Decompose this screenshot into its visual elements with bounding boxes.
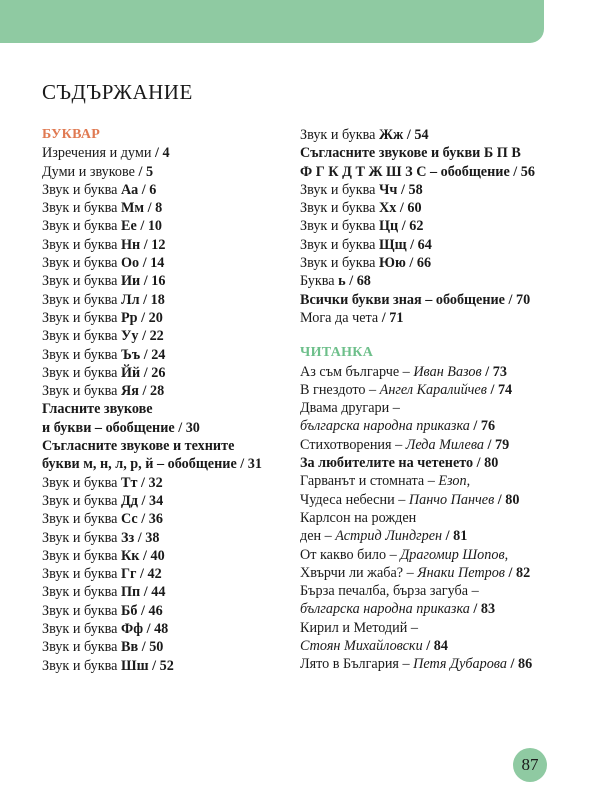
toc-entry[interactable]: букви м, н, л, р, й – обобщение / 31 — [42, 456, 262, 473]
entry-text: Звук и буква — [42, 291, 122, 308]
entry-letter: Рр — [121, 309, 138, 326]
toc-entry[interactable]: Звук и буква Зз / 38 — [42, 529, 160, 546]
entry-page: 46 — [148, 602, 163, 619]
entry-text: Звук и буква — [42, 602, 122, 619]
toc-entry[interactable]: Ф Г К Д Т Ж Ш З С – обобщение / 56 — [300, 163, 535, 180]
toc-entry[interactable]: Съгласните звукове и букви Б П В — [300, 145, 521, 162]
section-title-chitanka: ЧИТАНКА — [300, 345, 374, 361]
toc-entry[interactable]: Думи и звукове / 5 — [42, 163, 154, 180]
entry-letter: ь — [338, 273, 346, 290]
toc-entry[interactable]: Звук и буква Жж / 54 — [300, 127, 429, 143]
entry-letter: Йй — [121, 364, 141, 381]
toc-entry[interactable]: Стихотворения – Леда Милева / 79 — [300, 436, 510, 453]
entry-page: 38 — [145, 529, 160, 546]
toc-entry[interactable]: българска народна приказка / 76 — [300, 418, 496, 435]
entry-text: Звук и буква — [42, 328, 122, 345]
entry-page: 18 — [150, 291, 165, 308]
page-number-badge: 87 — [513, 748, 547, 782]
entry-page: 14 — [150, 255, 165, 272]
toc-entry[interactable]: Звук и буква Щщ / 64 — [300, 236, 432, 253]
entry-page: 34 — [149, 492, 164, 509]
entry-page: 40 — [150, 547, 165, 564]
entry-text: Буква — [300, 273, 339, 290]
toc-entry[interactable]: Съгласните звукове и техните — [42, 438, 235, 455]
toc-entry[interactable]: Кирил и Методий – — [300, 619, 418, 636]
toc-entry[interactable]: Изречения и думи / 4 — [42, 145, 170, 162]
toc-entry[interactable]: Звук и буква Бб / 46 — [42, 602, 163, 619]
entry-text: Думи и звукове — [42, 163, 135, 180]
entry-page: 60 — [407, 200, 422, 217]
toc-entry[interactable]: Звук и буква Йй / 26 — [42, 364, 166, 381]
entry-text: Звук и буква — [42, 639, 122, 656]
toc-entry[interactable]: Гарванът и стомната – Езоп, — [300, 473, 471, 490]
entry-text: Звук и буква — [42, 547, 122, 564]
entry-letter: Ее — [121, 218, 137, 235]
entry-page: 58 — [408, 181, 423, 198]
toc-left-column — [42, 126, 292, 675]
toc-entry[interactable]: Всички букви зная – обобщение / 70 — [300, 291, 531, 308]
entry-page: 22 — [149, 328, 164, 345]
toc-entry[interactable]: За любителите на четенето / 80 — [300, 455, 499, 472]
entry-text: Звук и буква — [42, 273, 122, 290]
toc-list-bukvar-2 — [42, 474, 292, 675]
entry-page: 48 — [154, 621, 169, 638]
toc-right-column — [300, 126, 562, 674]
entry-letter: Сс — [121, 511, 138, 528]
toc-list-bukvar — [42, 144, 292, 400]
toc-entry[interactable]: Мога да чета / 71 — [300, 309, 404, 326]
header-band — [0, 0, 544, 43]
page-title: СЪДЪРЖАНИЕ — [42, 80, 193, 104]
toc-entry[interactable]: Звук и буква Шш / 52 — [42, 657, 174, 674]
toc-entry[interactable]: и букви – обобщение / 30 — [42, 419, 200, 436]
toc-entry[interactable]: българска народна приказка / 83 — [300, 601, 496, 618]
toc-entry[interactable]: Звук и буква Пп / 44 — [42, 584, 166, 601]
entry-letter: Ъъ — [121, 346, 141, 363]
toc-entry[interactable]: Двама другари – — [300, 400, 400, 417]
entry-text: Звук и буква — [42, 255, 122, 272]
toc-entry[interactable]: Чудеса небесни – Панчо Панчев / 80 — [300, 491, 520, 508]
toc-entry[interactable]: От какво било – Драгомир Шопов, — [300, 546, 509, 563]
section-title-bukvar: БУКВАР — [42, 127, 101, 142]
toc-entry[interactable]: Звук и буква Рр / 20 — [42, 309, 163, 326]
toc-entry[interactable]: Звук и буква Дд / 34 — [42, 492, 164, 509]
entry-letter: Цц — [379, 218, 399, 235]
entry-text: Звук и буква — [300, 200, 380, 217]
entry-text: Звук и буква — [42, 529, 122, 546]
entry-letter: Аа — [121, 181, 139, 198]
entry-page: 44 — [151, 584, 166, 601]
entry-text: Звук и буква — [300, 181, 380, 198]
entry-text: Изречения и думи — [42, 145, 152, 162]
toc-entry[interactable]: Звук и буква Яя / 28 — [42, 383, 165, 400]
entry-text: Звук и буква — [42, 584, 122, 601]
entry-page: 28 — [149, 383, 165, 400]
toc-entry[interactable]: Звук и буква Вв / 50 — [42, 639, 164, 656]
entry-page: 66 — [416, 255, 432, 272]
toc-entry[interactable]: Звук и буква Уу / 22 — [42, 328, 164, 345]
toc-entry[interactable]: Аз съм българче – Иван Вазов / 73 — [300, 363, 507, 380]
toc-entry[interactable]: Звук и буква Оо / 14 — [42, 255, 165, 272]
entry-letter: Нн — [121, 236, 141, 253]
entry-page: 5 — [145, 163, 154, 180]
entry-letter: Бб — [121, 602, 138, 619]
toc-entry[interactable]: Звук и буква Сс / 36 — [42, 511, 163, 528]
toc-entry[interactable]: Стоян Михайловски / 84 — [300, 638, 448, 655]
entry-page: 52 — [159, 657, 174, 674]
entry-page: 4 — [162, 145, 170, 162]
entry-text: Звук и буква — [42, 181, 122, 198]
entry-page: 68 — [356, 273, 371, 290]
entry-page: 16 — [151, 273, 166, 290]
entry-letter: Хх — [379, 200, 397, 217]
entry-text: Звук и буква — [42, 492, 122, 509]
entry-page: 36 — [148, 511, 163, 528]
entry-text: Звук и буква — [42, 474, 122, 491]
entry-letter: Щщ — [379, 236, 407, 253]
entry-letter: Юю — [379, 255, 406, 272]
entry-text: Звук и буква — [42, 621, 122, 638]
entry-letter: Тт — [121, 474, 138, 491]
toc-entry[interactable]: Звук и буква Цц / 62 — [300, 218, 424, 235]
toc-entry[interactable]: Звук и буква Аа / 6 — [42, 181, 157, 198]
entry-text: Звук и буква — [42, 383, 122, 400]
toc-entry[interactable]: Звук и буква Нн / 12 — [42, 236, 166, 253]
entry-text: Звук и буква — [42, 200, 122, 217]
entry-page: 8 — [155, 200, 163, 217]
entry-letter: Фф — [121, 621, 144, 638]
entry-text: Звук и буква — [300, 218, 380, 235]
toc-entry[interactable]: Звук и буква Фф / 48 — [42, 621, 169, 638]
toc-entry[interactable]: ден – Астрид Линдгрен / 81 — [300, 528, 468, 545]
toc-entry[interactable]: Звук и буква Чч / 58 — [300, 181, 423, 198]
toc-entry[interactable]: Звук и буква Кк / 40 — [42, 547, 165, 564]
toc-entry[interactable]: Буква ь / 68 — [300, 273, 371, 290]
entry-page: 50 — [149, 639, 164, 656]
entry-letter: Уу — [121, 328, 139, 345]
toc-entry[interactable]: Звук и буква Гг / 42 — [42, 566, 162, 583]
toc-entry[interactable]: Звук и буква Хх / 60 — [300, 200, 422, 217]
entry-text: Звук и буква — [42, 364, 122, 381]
toc-entry[interactable]: Звук и буква Ъъ / 24 — [42, 346, 166, 363]
toc-entry[interactable]: Лято в България – Петя Дубарова / 86 — [300, 656, 533, 673]
entry-letter: Яя — [121, 383, 139, 400]
entry-text: Звук и буква — [42, 309, 122, 326]
entry-letter: Мм — [121, 200, 145, 217]
toc-entry[interactable]: В гнездото – Ангел Каралийчев / 74 — [300, 381, 513, 398]
entry-text: Звук и буква — [42, 511, 122, 528]
toc-entry[interactable]: Карлсон на рожден — [300, 509, 417, 526]
entry-page: 24 — [151, 346, 166, 363]
toc-entry[interactable]: Звук и буква Мм / 8 — [42, 200, 163, 217]
toc-entry[interactable]: Звук и буква Лл / 18 — [42, 291, 165, 308]
toc-entry[interactable]: Звук и буква Тт / 32 — [42, 474, 163, 491]
toc-entry[interactable]: Звук и буква Ее / 10 — [42, 218, 163, 235]
entry-letter: Оо — [121, 255, 140, 272]
entry-page: 10 — [147, 218, 163, 235]
entry-page: 62 — [409, 218, 424, 235]
entry-letter: Вв — [121, 639, 139, 656]
toc-entry[interactable]: Бърза печалба, бърза загуба – — [300, 583, 479, 600]
entry-page: 42 — [147, 566, 162, 583]
toc-entry[interactable]: Гласните звукове — [42, 401, 153, 418]
entry-letter: Шш — [121, 657, 149, 674]
entry-letter: Кк — [121, 547, 140, 564]
entry-page: 32 — [148, 474, 163, 491]
entry-text: Звук и буква — [42, 346, 122, 363]
entry-text: Звук и буква — [42, 236, 122, 253]
entry-page: 20 — [148, 309, 163, 326]
entry-page: 64 — [417, 236, 432, 253]
toc-entry[interactable]: Звук и буква Ии / 16 — [42, 273, 166, 290]
entry-text: Звук и буква — [42, 566, 122, 583]
entry-page: 26 — [151, 364, 166, 381]
toc-entry[interactable]: Звук и буква Юю / 66 — [300, 255, 432, 272]
toc-entry[interactable]: Хвърчи ли жаба? – Янаки Петров / 82 — [300, 564, 531, 581]
entry-text: Звук и буква — [300, 236, 380, 253]
entry-letter: Гг — [121, 566, 137, 583]
entry-letter: Пп — [121, 584, 141, 601]
entry-page: 6 — [149, 181, 157, 198]
entry-letter: Дд — [121, 492, 138, 509]
entry-letter: Чч — [379, 181, 398, 198]
entry-text: Звук и буква — [42, 218, 122, 235]
entry-page: 12 — [151, 236, 166, 253]
toc-list-right — [300, 181, 562, 291]
entry-text: Звук и буква — [42, 657, 122, 674]
entry-letter: Лл — [121, 291, 140, 308]
entry-text: Звук и буква — [300, 255, 380, 272]
entry-letter: Зз — [121, 529, 135, 546]
entry-letter: Ии — [121, 273, 141, 290]
